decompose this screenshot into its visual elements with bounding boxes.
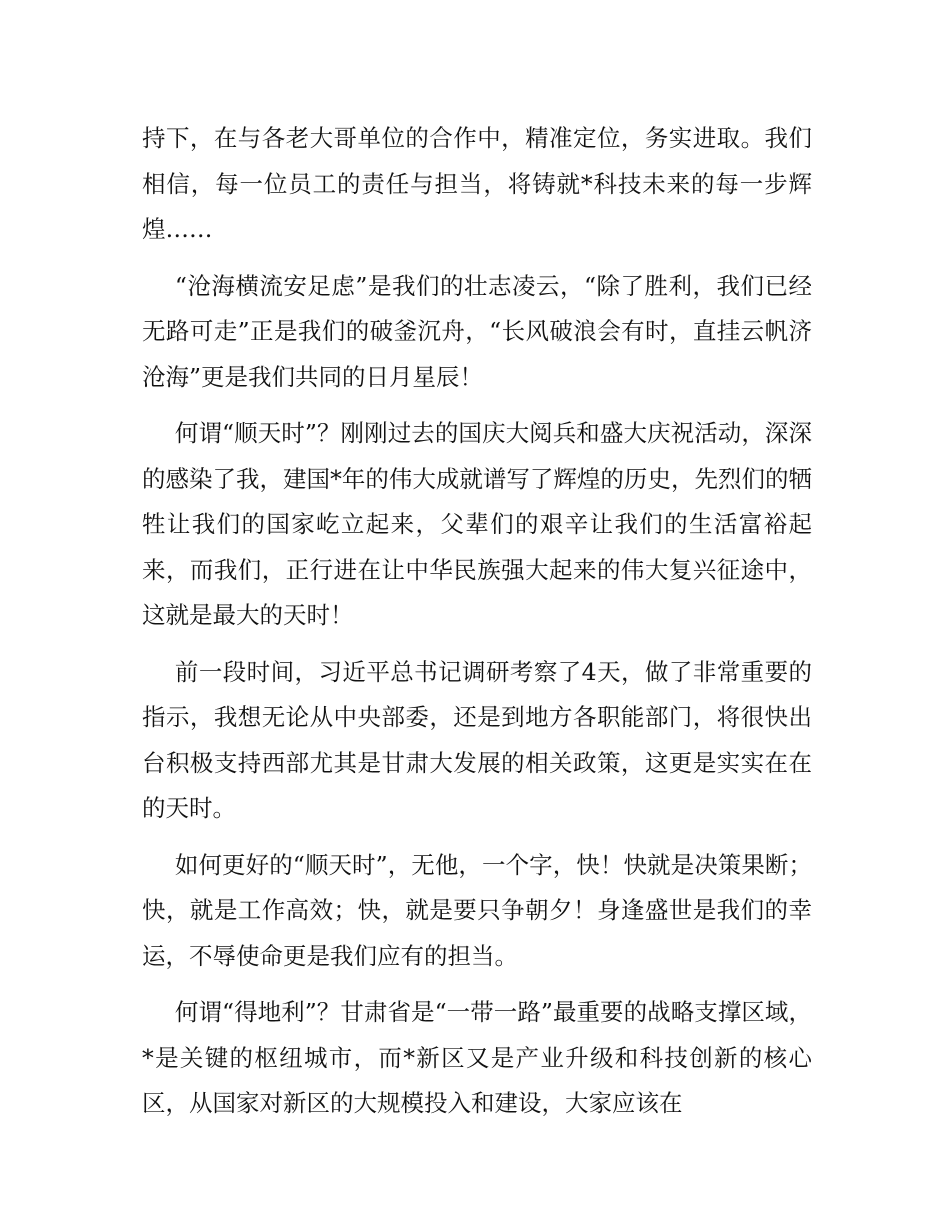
paragraph-4: 前一段时间，习近平总书记调研考察了4天，做了非常重要的指示，我想无论从中央部委，还是到地方各职能部门，将很快出台积极支持西部尤其是甘肃大发展的相关政策，这更是实实在在的天时。 — [142, 657, 812, 822]
paragraph-5: 如何更好的“顺天时”，无他，一个字，快！快就是决策果断；快，就是工作高效；快，就是要只争朝夕！身逢盛世是我们的幸运，不辱使命更是我们应有的担当。 — [142, 850, 812, 970]
paragraph-3: 何谓“顺天时”？刚刚过去的国庆大阅兵和盛大庆祝活动，深深的感染了我，建国*年的伟大成就谱写了辉煌的历史，先烈们的牺牲让我们的国家屹立起来，父辈们的艰辛让我们的生活富裕起来，而我们，正行进在让中华民族强大起来的伟大复兴征途中，这就是最大的天时！ — [142, 419, 812, 629]
paragraph-1: 持下，在与各老大哥单位的合作中，精准定位，务实进取。我们相信，每一位员工的责任与担当，将铸就*科技未来的每一步辉煌…… — [142, 124, 812, 243]
paragraph-2: “沧海横流安足虑”是我们的壮志凌云，“除了胜利，我们已经无路可走”正是我们的破釜沉舟，“长风破浪会有时，直挂云帆济沧海”更是我们共同的日月星辰！ — [142, 271, 812, 391]
paragraph-6: 何谓“得地利”？甘肃省是“一带一路”最重要的战略支撑区域，*是关键的枢纽城市，而*新区又是产业升级和科技创新的核心区，从国家对新区的大规模投入和建设，大家应该在 — [142, 998, 812, 1117]
document-body — [142, 116, 812, 1138]
